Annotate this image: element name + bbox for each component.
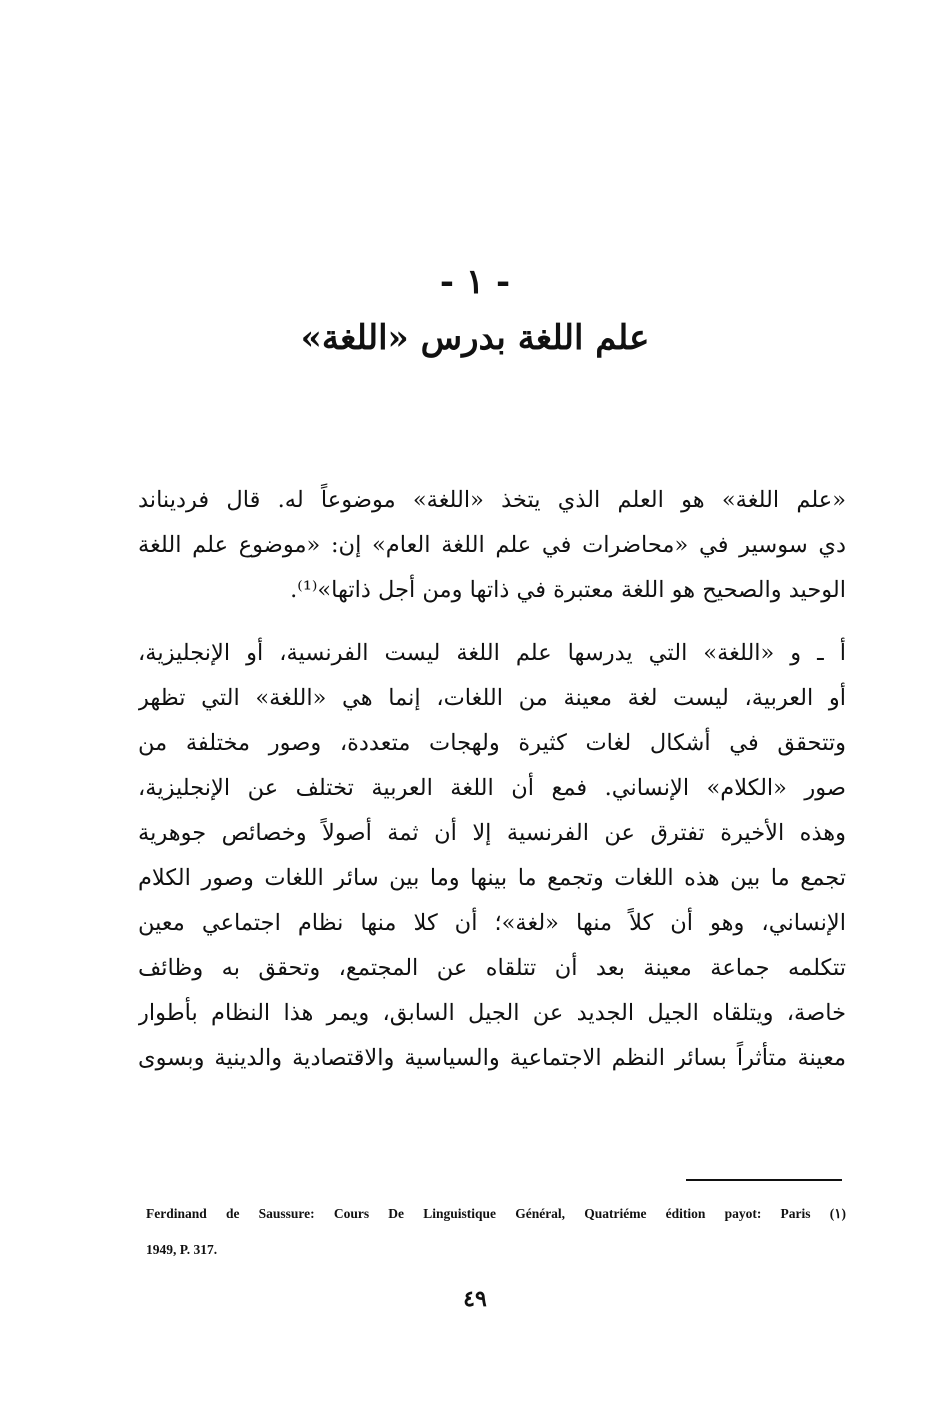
text-line: أ ـ و «اللغة» التي يدرسها علم اللغة ليست الفرنسية، أو الإنجليزية، bbox=[138, 640, 846, 666]
text-line: تتكلمه جماعة معينة بعد أن تتلقاه عن المجتمع، وتحقق به وظائف bbox=[138, 955, 846, 981]
footnote bbox=[146, 1196, 846, 1268]
footnote-line: Ferdinand de Saussure: Cours De Linguistique Général, Quatriéme édition payot: Paris (١) bbox=[146, 1206, 846, 1221]
text-line: معينة متأثراً بسائر النظم الاجتماعية والسياسية والاقتصادية والدينية وبسوى bbox=[138, 1045, 846, 1071]
text-line: تجمع ما بين هذه اللغات وتجمع ما بينها وما بين سائر اللغات وصور الكلام bbox=[138, 865, 846, 891]
body-text bbox=[138, 478, 846, 1081]
text-line: صور «الكلام» الإنساني. فمع أن اللغة العربية تختلف عن الإنجليزية، bbox=[138, 775, 846, 801]
text-line: خاصة، ويتلقاه الجيل الجديد عن الجيل السابق، ويمر هذا النظام بأطوار bbox=[138, 1000, 846, 1026]
page-number: ٤٩ bbox=[463, 1286, 487, 1312]
text-line: الإنساني، وهو أن كلاً منها «لغة»؛ أن كلا منها نظام اجتماعي معين bbox=[138, 910, 846, 936]
text-line: «علم اللغة» هو العلم الذي يتخذ «اللغة» موضوعاً له. قال فرديناند bbox=[138, 487, 846, 513]
chapter-title: علم اللغة بدرس «اللغة» bbox=[300, 318, 650, 358]
footnote-line: 1949, P. 317. bbox=[146, 1242, 218, 1257]
footnote-divider bbox=[686, 1179, 842, 1181]
paragraph-1 bbox=[138, 478, 846, 613]
text-line: دي سوسير في «محاضرات في علم اللغة العام» إن: «موضوع علم اللغة bbox=[138, 532, 846, 558]
text-line: الوحيد والصحيح هو اللغة معتبرة في ذاتها ومن أجل ذاتها»⁽¹⁾. bbox=[290, 577, 846, 603]
chapter-number: - ١ - bbox=[439, 262, 511, 302]
paragraph-2 bbox=[138, 631, 846, 1081]
text-line: وتتحقق في أشكال لغات كثيرة ولهجات متعددة، وصور مختلفة من bbox=[138, 730, 846, 756]
text-line: أو العربية، ليست لغة معينة من اللغات، إنما هي «اللغة» التي تظهر bbox=[138, 685, 846, 711]
text-line: وهذه الأخيرة تفترق عن الفرنسية إلا أن ثمة أصولاً وخصائص جوهرية bbox=[138, 820, 846, 846]
